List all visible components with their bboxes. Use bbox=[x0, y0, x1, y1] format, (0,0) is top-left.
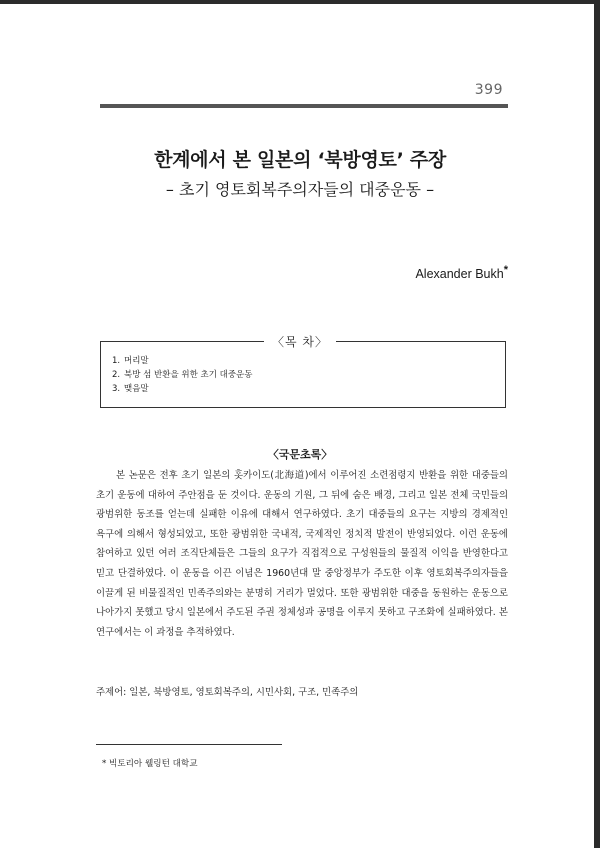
toc-item bbox=[112, 382, 252, 396]
abstract-heading: 〈국문초록〉 bbox=[267, 448, 333, 461]
toc-item-number: 2. bbox=[112, 370, 121, 380]
toc-item-label: 북방 섬 반환을 위한 초기 대중운동 bbox=[124, 370, 253, 380]
footnote: * 빅토리아 웰링턴 대학교 bbox=[102, 759, 198, 769]
toc-item-label: 머리말 bbox=[124, 356, 149, 366]
toc-heading bbox=[0, 333, 600, 350]
page-number: 399 bbox=[474, 82, 503, 98]
toc-item bbox=[112, 354, 252, 368]
toc-item bbox=[112, 368, 252, 382]
toc-item-label: 맺음말 bbox=[124, 384, 149, 394]
author-footnote-mark: * bbox=[503, 264, 508, 276]
toc-list bbox=[112, 354, 252, 396]
toc-item-number: 3. bbox=[112, 384, 121, 394]
keywords: 주제어: 일본, 북방영토, 영토회복주의, 시민사회, 구조, 민족주의 bbox=[96, 687, 359, 698]
article-subtitle: – 초기 영토회복주의자들의 대중운동 – bbox=[165, 180, 435, 199]
footnote-rule bbox=[96, 744, 282, 745]
toc-item-number: 1. bbox=[112, 356, 121, 366]
page-right-edge bbox=[594, 0, 600, 848]
page-top-edge bbox=[0, 0, 600, 4]
author-line bbox=[415, 264, 508, 281]
article-title: 한계에서 본 일본의 ‘북방영토’ 주장 bbox=[154, 149, 446, 171]
toc-heading-label: 〈목 차〉 bbox=[264, 335, 336, 349]
header-rule bbox=[100, 104, 508, 108]
abstract-body: 본 논문은 전후 초기 일본의 홋카이도(北海道)에서 이루어진 소련점령지 반환을 위한 대중들의 초기 운동에 대하여 주안점을 둔 것이다. 운동의 기원, 그 뒤에 숨은 배경, 그리고 일본 전체 국민들의 광범위한 동조를 얻는데 실패한 이유에 대해서 연구하였다. 초기 대중들의 요구는 지방의 경제적인 욕구에 의해서 형성되었고, 또한 광범위한 국내적, 국제적인 정치적 발전이 반영되었다. 이런 운동에 참여하고 있던 여러 조직단체들은 그들의 요구가 직접적으로 구성원들의 물질적 이익을 반영한다고 믿고 단결하였다. 이 운동을 이끈 이념은 1960년대 말 중앙정부가 주도한 이후 영토회복주의자들을 이끌게 된 비물질적인 민족주의와는 분명히 거리가 멀었다. 또한 광범위한 대중을 동원하는 운동으로 나아가지 못했고 당시 일본에서 주도된 주권 정체성과 공명을 이루지 못하고 구조화에 실패하였다. 본 연구에서는 이 과정을 추적하였다. bbox=[96, 470, 508, 638]
author-name: Alexander Bukh bbox=[415, 267, 504, 282]
